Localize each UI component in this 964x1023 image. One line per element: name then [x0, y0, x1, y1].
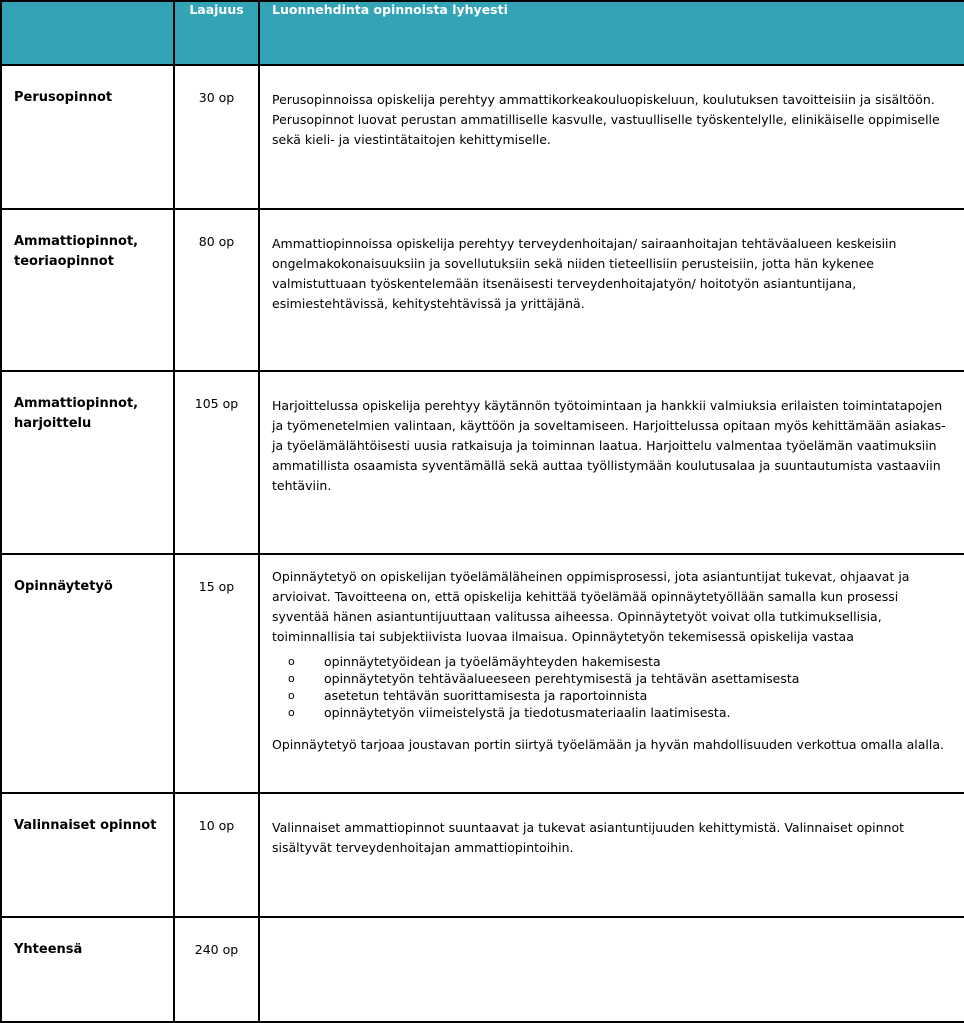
- row-name: Ammattiopinnot, harjoittelu: [1, 371, 174, 554]
- closing-text: Opinnäytetyö tarjoaa joustavan portin siirtyä työelämään ja hyvän mahdollisuuden verkottua omalla alalla.: [272, 737, 945, 752]
- header-extent: Laajuus: [174, 1, 259, 65]
- row-name: Ammattiopinnot, teoriaopinnot: [1, 209, 174, 371]
- circle-bullet-icon: o: [288, 655, 295, 668]
- description-text: Ammattiopinnoissa opiskelija perehtyy terveydenhoitajan/ sairaanhoitajan tehtäväalueen keskeisiin ongelmakokonaisuuksiin ja sovellutuksiin sekä niiden tieteellisiin perusteisiin, jotta hän kykenee valmistuttuaan työskentelemään itsenäisesti terveydenhoitajatyön/ hoitotyön asiantuntijana, esimiestehtävissä, kehitystehtävissä ja yrittäjänä.: [272, 236, 897, 311]
- table-row: [1, 793, 964, 917]
- task-list-item: o asetetun tehtävän suorittamisesta ja raportoinnista: [272, 687, 956, 704]
- row-name: Perusopinnot: [1, 65, 174, 209]
- table-row-total: [1, 917, 964, 1022]
- description-text: Harjoittelussa opiskelija perehtyy käytännön työtoimintaan ja hankkii valmiuksia erilaisten toimintatapojen ja työmenetelmien valintaan, käyttöön ja soveltamiseen. Harjoittelussa opitaan myös kehittämään asiakas- ja työelämälähtöisesti uusia ratkaisuja ja toiminnan laatua. Harjoittelu valmentaa työelämän vaatimuksiin ammatillista osaamista syventämällä sekä auttaa työllistymään koulutusalaa ja suuntautumista vastaaviin tehtäviin.: [272, 398, 946, 493]
- row-description: [259, 793, 964, 917]
- description-text: Opinnäytetyö on opiskelijan työelämäläheinen oppimisprosessi, jota asiantuntijat tukevat, ohjaavat ja arvioivat. Tavoitteena on, että opiskelija kehittää työelämää opinnäytetyöllään samalla kun prosessi syventää hänen asiantuntijuuttaan valitussa aiheessa. Opinnäytetyöt voivat olla tutkimuksellisia, toiminnallisia tai subjektiivista luovaa ilmaisua. Opinnäytetyön tekemisessä opiskelija vastaa: [272, 569, 910, 644]
- header-description: Luonnehdinta opinnoista lyhyesti: [259, 1, 964, 65]
- task-list-item: o opinnäytetyön viimeistelystä ja tiedotusmateriaalin laatimisesta.: [272, 704, 956, 721]
- circle-bullet-icon: o: [288, 689, 295, 702]
- row-extent: 10 op: [174, 793, 259, 917]
- row-description: [259, 917, 964, 1022]
- row-description: [259, 371, 964, 554]
- row-extent: 105 op: [174, 371, 259, 554]
- row-name: Yhteensä: [1, 917, 174, 1022]
- table-row: [1, 209, 964, 371]
- row-description: [259, 209, 964, 371]
- table-row: [1, 554, 964, 793]
- task-list-item: o opinnäytetyön tehtäväalueeseen perehtymisestä ja tehtävän asettamisesta: [272, 670, 956, 687]
- row-name: Valinnaiset opinnot: [1, 793, 174, 917]
- task-list-item: o opinnäytetyöidean ja työelämäyhteyden hakemisesta: [272, 653, 956, 670]
- table-row: [1, 371, 964, 554]
- row-name: Opinnäytetyö: [1, 554, 174, 793]
- row-extent: 80 op: [174, 209, 259, 371]
- header-name: [1, 1, 174, 65]
- description-text: Perusopinnoissa opiskelija perehtyy ammattikorkeakouluopiskeluun, koulutuksen tavoitteisiin ja sisältöön. Perusopinnot luovat perustan ammatilliselle kasvulle, vastuulliselle työskentelylle, elinikäiselle oppimiselle sekä kieli- ja viestintätaitojen kehittymiselle.: [272, 92, 940, 147]
- row-extent: 30 op: [174, 65, 259, 209]
- row-extent: 15 op: [174, 554, 259, 793]
- circle-bullet-icon: o: [288, 706, 295, 719]
- description-text: Valinnaiset ammattiopinnot suuntaavat ja tukevat asiantuntijuuden kehittymistä. Valinnaiset opinnot sisältyvät terveydenhoitajan ammattiopintoihin.: [272, 820, 905, 855]
- row-description: [259, 65, 964, 209]
- row-extent: 240 op: [174, 917, 259, 1022]
- table-header-row: [1, 1, 964, 65]
- row-description: [259, 554, 964, 793]
- table-row: [1, 65, 964, 209]
- circle-bullet-icon: o: [288, 672, 295, 685]
- task-list: [272, 653, 956, 721]
